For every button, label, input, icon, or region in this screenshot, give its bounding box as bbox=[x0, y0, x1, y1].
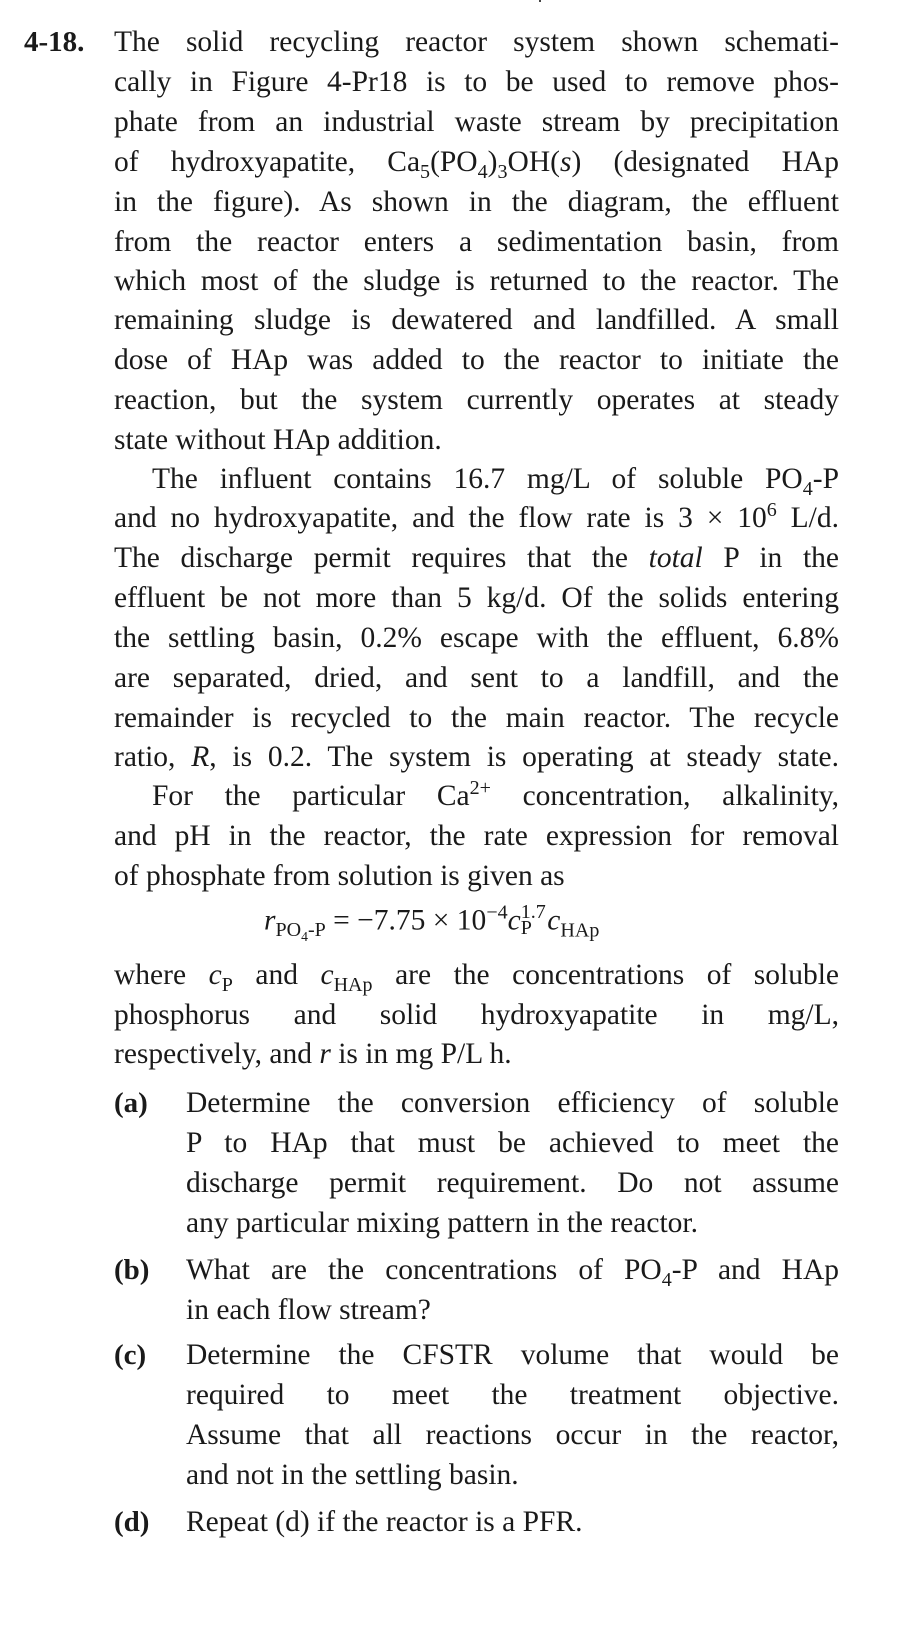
page-top-mark bbox=[539, 0, 541, 2]
paragraph4-line: where $c_P$ and $c_{HAp}$ are the concentrations of soluble bbox=[114, 959, 840, 996]
paragraph2-line: the settling basin, 0.2% escape with the effluent, 6.8% bbox=[114, 622, 839, 654]
paragraph2-line: and no hydroxyapatite, and the flow rate is $3 \times 10^6$ L/d. bbox=[114, 499, 840, 534]
paragraph2-line: The discharge permit requires that the total P in the bbox=[114, 542, 839, 574]
problem-number: 4-18. bbox=[24, 26, 85, 58]
paragraph1-line: state without HAp addition. bbox=[114, 424, 442, 456]
paragraph1-line: remaining sludge is dewatered and landfilled. A small bbox=[114, 304, 839, 336]
paragraph1-line: from the reactor enters a sedimentation basin, from bbox=[114, 226, 839, 258]
item-c-label: (c) bbox=[114, 1339, 147, 1371]
item-a-line: P to HAp that must be achieved to meet the bbox=[186, 1127, 839, 1159]
paragraph1-line: reaction, but the system currently operates at steady bbox=[114, 384, 839, 416]
paragraph1-line: phate from an industrial waste stream by precipitation bbox=[114, 106, 839, 138]
paragraph2-line: effluent be not more than 5 kg/d. Of the solids entering bbox=[114, 582, 839, 614]
paragraph4-line: respectively, and r is in mg P/L h. bbox=[114, 1038, 512, 1070]
paragraph1-line: of hydroxyapatite, $Ca_5(PO_4)_3OH(s)$ (designated HAp bbox=[114, 146, 839, 183]
item-a-line: Determine the conversion efficiency of soluble bbox=[186, 1087, 839, 1119]
item-d-line: Repeat (d) if the reactor is a PFR. bbox=[186, 1506, 583, 1538]
paragraph2-line: The influent contains 16.7 mg/L of soluble $PO_4-P$ bbox=[152, 463, 839, 500]
paragraph1-line: The solid recycling reactor system shown schemati- bbox=[114, 26, 839, 58]
item-b-label: (b) bbox=[114, 1254, 150, 1286]
paragraph4-line: phosphorus and solid hydroxyapatite in mg/L, bbox=[114, 999, 839, 1031]
paragraph2-line: are separated, dried, and sent to a landfill, and the bbox=[114, 662, 839, 694]
item-b-line: What are the concentrations of $PO_4-P$ and HAp bbox=[186, 1254, 840, 1291]
paragraph3-line: For the particular $Ca^{2+}$ concentration, alkalinity, bbox=[152, 777, 839, 812]
item-c-line: Assume that all reactions occur in the reactor, bbox=[186, 1419, 839, 1451]
paragraph2-line: remainder is recycled to the main reactor. The recycle bbox=[114, 702, 839, 734]
item-a-label: (a) bbox=[114, 1087, 148, 1119]
paragraph2-line: ratio, R, is 0.2. The system is operating at steady state. bbox=[114, 741, 839, 773]
item-c-line: Determine the CFSTR volume that would be bbox=[186, 1339, 839, 1371]
paragraph3-line: and pH in the reactor, the rate expression for removal bbox=[114, 820, 839, 852]
item-a-line: discharge permit requirement. Do not assume bbox=[186, 1167, 839, 1199]
item-c-line: and not in the settling basin. bbox=[186, 1459, 519, 1491]
paragraph1-line: in the figure). As shown in the diagram, the effluent bbox=[114, 186, 839, 218]
rate-equation: $r_{PO_4-P} = -7.75 \times 10^{-4}c$ 1.7 P $c_{HAp}$ bbox=[264, 900, 600, 945]
paragraph1-line: cally in Figure 4-Pr18 is to be used to remove phos- bbox=[114, 66, 839, 98]
item-a-line: any particular mixing pattern in the reactor. bbox=[186, 1207, 698, 1239]
paragraph1-line: which most of the sludge is returned to the reactor. The bbox=[114, 265, 839, 297]
paragraph1-line: dose of HAp was added to the reactor to initiate the bbox=[114, 344, 839, 376]
item-d-label: (d) bbox=[114, 1506, 150, 1538]
item-b-line: in each flow stream? bbox=[186, 1294, 431, 1326]
paragraph3-line: of phosphate from solution is given as bbox=[114, 860, 565, 892]
item-c-line: required to meet the treatment objective. bbox=[186, 1379, 839, 1411]
